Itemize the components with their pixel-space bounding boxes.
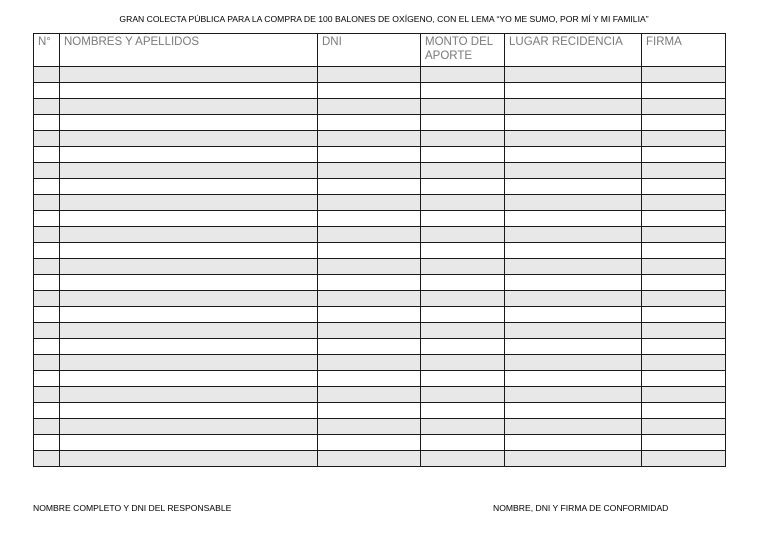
table-cell	[60, 131, 318, 147]
table-row	[34, 291, 726, 307]
table-cell	[421, 307, 505, 323]
table-cell	[60, 83, 318, 99]
table-cell	[505, 323, 642, 339]
table-cell	[642, 227, 726, 243]
table-row	[34, 403, 726, 419]
column-header-residence: LUGAR RECIDENCIA	[505, 34, 642, 67]
table-cell	[34, 147, 60, 163]
table-cell	[318, 115, 421, 131]
table-cell	[318, 243, 421, 259]
table-cell	[34, 211, 60, 227]
table-cell	[505, 115, 642, 131]
table-cell	[318, 83, 421, 99]
table-cell	[318, 163, 421, 179]
table-cell	[34, 371, 60, 387]
table-cell	[505, 163, 642, 179]
table-cell	[34, 435, 60, 451]
table-row	[34, 275, 726, 291]
table-cell	[421, 83, 505, 99]
table-cell	[318, 179, 421, 195]
table-cell	[421, 371, 505, 387]
table-cell	[318, 307, 421, 323]
table-row	[34, 211, 726, 227]
table-cell	[505, 291, 642, 307]
table-row	[34, 147, 726, 163]
table-row	[34, 371, 726, 387]
table-cell	[318, 403, 421, 419]
table-cell	[34, 99, 60, 115]
table-cell	[421, 275, 505, 291]
table-cell	[421, 291, 505, 307]
table-row	[34, 131, 726, 147]
table-cell	[60, 259, 318, 275]
table-cell	[60, 163, 318, 179]
table-cell	[60, 243, 318, 259]
table-cell	[318, 131, 421, 147]
table-cell	[642, 451, 726, 467]
column-header-contribution-amount: MONTO DEL APORTE	[421, 34, 505, 67]
table-cell	[34, 419, 60, 435]
table-cell	[60, 211, 318, 227]
table-cell	[505, 275, 642, 291]
table-cell	[318, 99, 421, 115]
table-cell	[642, 179, 726, 195]
table-cell	[505, 227, 642, 243]
table-cell	[60, 403, 318, 419]
table-cell	[60, 323, 318, 339]
table-cell	[34, 179, 60, 195]
table-cell	[421, 115, 505, 131]
table-row	[34, 163, 726, 179]
table-cell	[421, 147, 505, 163]
table-cell	[642, 275, 726, 291]
table-cell	[642, 131, 726, 147]
table-row	[34, 115, 726, 131]
table-cell	[60, 291, 318, 307]
table-cell	[642, 147, 726, 163]
table-header-row	[34, 34, 726, 67]
table-cell	[642, 435, 726, 451]
table-cell	[60, 371, 318, 387]
table-cell	[60, 227, 318, 243]
table-cell	[34, 387, 60, 403]
table-row	[34, 227, 726, 243]
table-cell	[421, 179, 505, 195]
table-cell	[318, 419, 421, 435]
table-cell	[505, 419, 642, 435]
table-cell	[642, 307, 726, 323]
table-cell	[34, 323, 60, 339]
table-cell	[642, 403, 726, 419]
table-cell	[421, 403, 505, 419]
table-cell	[34, 163, 60, 179]
table-cell	[642, 211, 726, 227]
table-cell	[642, 339, 726, 355]
table-cell	[34, 403, 60, 419]
table-cell	[421, 195, 505, 211]
table-cell	[318, 387, 421, 403]
table-cell	[34, 195, 60, 211]
table-cell	[421, 67, 505, 83]
table-cell	[34, 307, 60, 323]
table-cell	[60, 419, 318, 435]
table-cell	[642, 259, 726, 275]
table-row	[34, 67, 726, 83]
table-cell	[421, 259, 505, 275]
table-cell	[642, 83, 726, 99]
column-header-signature: FIRMA	[642, 34, 726, 67]
table-cell	[505, 67, 642, 83]
table-cell	[318, 275, 421, 291]
column-header-dni: DNI	[318, 34, 421, 67]
table-body	[34, 67, 726, 467]
responsible-signature-label: NOMBRE COMPLETO Y DNI DEL RESPONSABLE	[33, 503, 232, 513]
table-cell	[318, 291, 421, 307]
table-cell	[642, 67, 726, 83]
table-cell	[421, 131, 505, 147]
table-cell	[642, 99, 726, 115]
table-cell	[34, 227, 60, 243]
table-cell	[318, 451, 421, 467]
table-cell	[34, 291, 60, 307]
document-title: GRAN COLECTA PÚBLICA PARA LA COMPRA DE 100 BALONES DE OXÍGENO, CON EL LEMA “YO ME SUMO, POR MÍ Y MI FAMILIA”	[119, 14, 649, 24]
table-cell	[318, 355, 421, 371]
table-cell	[505, 371, 642, 387]
table-row	[34, 179, 726, 195]
contributions-table	[33, 33, 726, 467]
table-cell	[318, 195, 421, 211]
table-cell	[60, 115, 318, 131]
table-cell	[421, 419, 505, 435]
table-cell	[421, 211, 505, 227]
table-cell	[60, 147, 318, 163]
table-row	[34, 451, 726, 467]
table-cell	[60, 339, 318, 355]
table-cell	[642, 387, 726, 403]
table-cell	[318, 67, 421, 83]
table-cell	[421, 435, 505, 451]
table-cell	[505, 339, 642, 355]
table-cell	[505, 259, 642, 275]
table-cell	[505, 99, 642, 115]
table-cell	[60, 307, 318, 323]
table-cell	[505, 307, 642, 323]
table-cell	[60, 387, 318, 403]
table-cell	[505, 83, 642, 99]
table-cell	[505, 211, 642, 227]
table-cell	[505, 403, 642, 419]
table-cell	[318, 435, 421, 451]
table-cell	[642, 419, 726, 435]
table-cell	[505, 147, 642, 163]
table-cell	[318, 211, 421, 227]
table-cell	[34, 83, 60, 99]
table-cell	[60, 195, 318, 211]
column-header-full-name: NOMBRES Y APELLIDOS	[60, 34, 318, 67]
column-header-number: N°	[34, 34, 60, 67]
table-cell	[34, 243, 60, 259]
table-cell	[318, 227, 421, 243]
table-row	[34, 259, 726, 275]
conformity-signature-label: NOMBRE, DNI Y FIRMA DE CONFORMIDAD	[493, 503, 669, 513]
table-cell	[421, 387, 505, 403]
table-cell	[60, 355, 318, 371]
table-cell	[60, 67, 318, 83]
table-cell	[34, 67, 60, 83]
table-cell	[421, 451, 505, 467]
table-cell	[34, 115, 60, 131]
table-row	[34, 99, 726, 115]
table-row	[34, 243, 726, 259]
table-cell	[505, 179, 642, 195]
table-cell	[34, 275, 60, 291]
table-cell	[318, 323, 421, 339]
table-cell	[60, 435, 318, 451]
table-cell	[421, 355, 505, 371]
table-row	[34, 195, 726, 211]
table-cell	[642, 243, 726, 259]
table-row	[34, 387, 726, 403]
table-cell	[60, 451, 318, 467]
table-row	[34, 419, 726, 435]
table-cell	[505, 355, 642, 371]
table-cell	[318, 339, 421, 355]
table-cell	[318, 259, 421, 275]
table-cell	[421, 243, 505, 259]
table-cell	[642, 291, 726, 307]
table-cell	[421, 163, 505, 179]
table-cell	[505, 435, 642, 451]
table-cell	[34, 355, 60, 371]
table-cell	[34, 259, 60, 275]
table-cell	[642, 355, 726, 371]
table-cell	[642, 323, 726, 339]
table-cell	[642, 115, 726, 131]
table-cell	[505, 451, 642, 467]
table-cell	[505, 195, 642, 211]
table-cell	[642, 195, 726, 211]
table-cell	[421, 99, 505, 115]
table-cell	[34, 339, 60, 355]
table-cell	[318, 371, 421, 387]
table-row	[34, 83, 726, 99]
table-cell	[34, 451, 60, 467]
table-cell	[642, 371, 726, 387]
table-cell	[318, 147, 421, 163]
table-cell	[505, 243, 642, 259]
table-row	[34, 323, 726, 339]
table-cell	[34, 131, 60, 147]
table-cell	[505, 387, 642, 403]
table-row	[34, 339, 726, 355]
table-row	[34, 435, 726, 451]
table-cell	[421, 227, 505, 243]
table-cell	[421, 323, 505, 339]
table-cell	[60, 275, 318, 291]
table-cell	[421, 339, 505, 355]
table-row	[34, 355, 726, 371]
table-cell	[505, 131, 642, 147]
table-cell	[642, 163, 726, 179]
table-cell	[60, 179, 318, 195]
table-cell	[60, 99, 318, 115]
table-row	[34, 307, 726, 323]
